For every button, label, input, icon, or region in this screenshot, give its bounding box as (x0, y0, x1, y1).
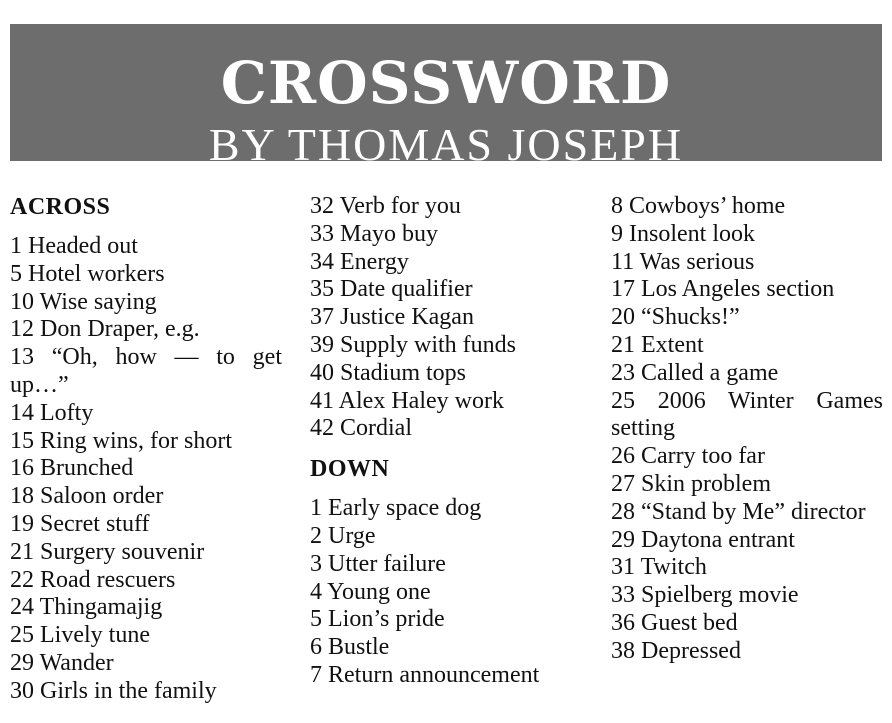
clue-across-32: 32 Verb for you (310, 193, 461, 219)
clue-down-3: 3 Utter failure (310, 550, 446, 577)
clue-down-33: 33 Spielberg movie (611, 582, 799, 609)
clue-across-33: 33 Mayo buy (310, 220, 438, 247)
clue-across-42: 42 Cordial (310, 415, 412, 442)
clue-down-1: 1 Early space dog (310, 495, 482, 522)
across-heading: ACROSS (10, 194, 111, 220)
clue-across-5: 5 Hotel workers (10, 260, 165, 287)
clue-down-36: 36 Guest bed (611, 609, 738, 636)
clue-across-14: 14 Lofty (10, 399, 94, 426)
clue-across-39: 39 Supply with funds (310, 331, 517, 358)
clue-down-28: 28 “Stand by Me” director (611, 498, 866, 525)
column-2 (310, 193, 590, 690)
clue-across-18: 18 Saloon order (10, 483, 164, 510)
clue-down-2: 2 Urge (310, 522, 376, 549)
clue-down-17: 17 Los Angeles section (611, 276, 835, 303)
clue-down-8: 8 Cowboys’ home (611, 193, 786, 219)
clue-down-31: 31 Twitch (611, 554, 707, 581)
clue-across-13: 13 “Oh, how — to get up…” (10, 344, 282, 398)
clue-across-10: 10 Wise saying (10, 288, 157, 315)
clue-across-16: 16 Brunched (10, 455, 134, 482)
clue-down-20: 20 “Shucks!” (611, 304, 740, 331)
clue-down-21: 21 Extent (611, 331, 704, 358)
clue-across-15: 15 Ring wins, for short (10, 427, 232, 454)
clue-down-29: 29 Daytona entrant (611, 526, 795, 553)
byline: BY THOMAS JOSEPH (208, 119, 684, 170)
clue-across-40: 40 Stadium tops (310, 359, 467, 386)
clue-across-34: 34 Energy (310, 248, 409, 275)
clue-across-24: 24 Thingamajig (10, 594, 163, 621)
column-3 (611, 193, 883, 666)
clue-across-37: 37 Justice Kagan (310, 304, 474, 331)
clue-across-12: 12 Don Draper, e.g. (10, 316, 200, 343)
clue-down-4: 4 Young one (310, 578, 431, 605)
clue-down-25: 25 2006 Winter Games setting (611, 387, 883, 442)
clue-down-5: 5 Lion’s pride (310, 606, 445, 633)
clue-down-9: 9 Insolent look (611, 220, 755, 247)
clue-across-30: 30 Girls in the family (10, 677, 217, 704)
clue-down-23: 23 Called a game (611, 359, 779, 386)
clue-across-22: 22 Road rescuers (10, 566, 176, 593)
header-banner (10, 24, 882, 170)
clue-across-19: 19 Secret stuff (10, 510, 150, 537)
clue-across-29: 29 Wander (10, 649, 114, 676)
clue-across-25: 25 Lively tune (10, 622, 150, 649)
clue-across-1: 1 Headed out (10, 233, 138, 259)
down-heading: DOWN (310, 456, 390, 483)
page-title: CROSSWORD (220, 49, 672, 117)
clue-across-41: 41 Alex Haley work (310, 387, 504, 414)
column-1 (10, 193, 282, 706)
clue-down-11: 11 Was serious (611, 248, 755, 275)
clue-down-7: 7 Return announcement (310, 661, 540, 688)
clue-across-35: 35 Date qualifier (310, 276, 473, 303)
clue-down-26: 26 Carry too far (611, 443, 765, 470)
clue-across-21: 21 Surgery souvenir (10, 538, 205, 565)
clue-down-6: 6 Bustle (310, 634, 390, 661)
clue-down-38: 38 Depressed (611, 637, 741, 664)
clue-down-27: 27 Skin problem (611, 470, 771, 497)
